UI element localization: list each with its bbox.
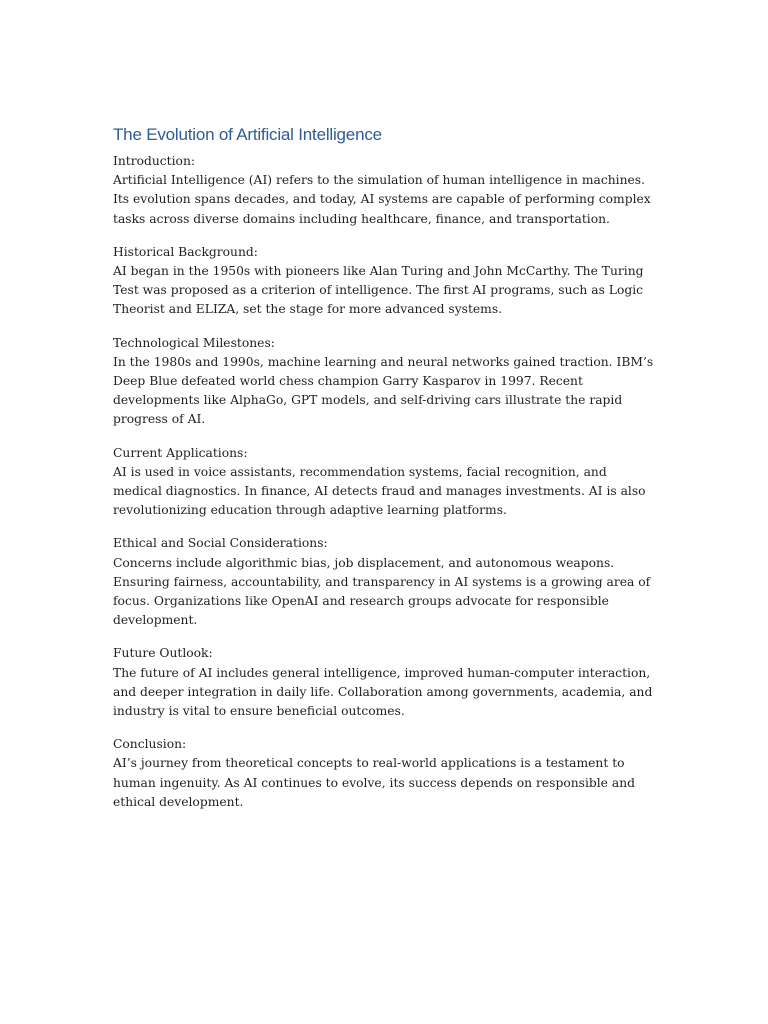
section-historical-background (113, 243, 658, 320)
section-heading: Historical Background: (113, 244, 258, 259)
section-conclusion (113, 735, 658, 812)
section-heading: Introduction: (113, 154, 196, 168)
section-future-outlook (113, 644, 658, 721)
section-body: The future of AI includes general intelligence, improved human-computer interaction, and deeper integration in daily life. Collaboration among governments, academia, and industry is vital to ensure beneficial outcomes. (113, 665, 653, 719)
document-content (113, 124, 658, 826)
section-body: Concerns include algorithmic bias, job displacement, and autonomous weapons. Ensuring fairness, accountability, and transparency in AI systems is a growing area of focus. Organizations like OpenAI and research groups advocate for responsible development. (113, 555, 651, 628)
section-body: In the 1980s and 1990s, machine learning and neural networks gained traction. IBM’s Deep Blue defeated world chess champion Garry Kasparov in 1997. Recent developments like AlphaGo, GPT models, and self-driving cars illustrate the rapid progress of AI. (113, 354, 654, 427)
document-title: The Evolution of Artificial Intelligence (113, 125, 382, 144)
section-body: AI began in the 1950s with pioneers like Alan Turing and John McCarthy. The Turing Test was proposed as a criterion of intelligence. The first AI programs, such as Logic Theorist and ELIZA, set the stage for more advanced systems. (113, 264, 644, 317)
section-ethical-considerations (113, 534, 658, 630)
section-heading: Ethical and Social Considerations: (113, 536, 328, 551)
section-body: AI’s journey from theoretical concepts to real-world applications is a testament to human ingenuity. As AI continues to evolve, its success depends on responsible and ethical development. (113, 756, 635, 809)
section-technological-milestones (113, 334, 658, 430)
section-heading: Conclusion: (113, 737, 187, 752)
section-body: AI is used in voice assistants, recommendation systems, facial recognition, and medical diagnostics. In finance, AI detects fraud and manages investments. AI is also revolutionizing education through adaptive learning platforms. (113, 464, 646, 518)
section-introduction (113, 152, 658, 229)
section-body: Artificial Intelligence (AI) refers to the simulation of human intelligence in machines. Its evolution spans decades, and today, AI systems are capable of performing complex tasks across diverse domains including healthcare, finance, and transportation. (113, 173, 651, 226)
section-heading: Current Applications: (113, 445, 248, 460)
section-heading: Technological Milestones: (113, 335, 275, 350)
section-heading: Future Outlook: (113, 646, 213, 661)
section-current-applications (113, 444, 658, 521)
